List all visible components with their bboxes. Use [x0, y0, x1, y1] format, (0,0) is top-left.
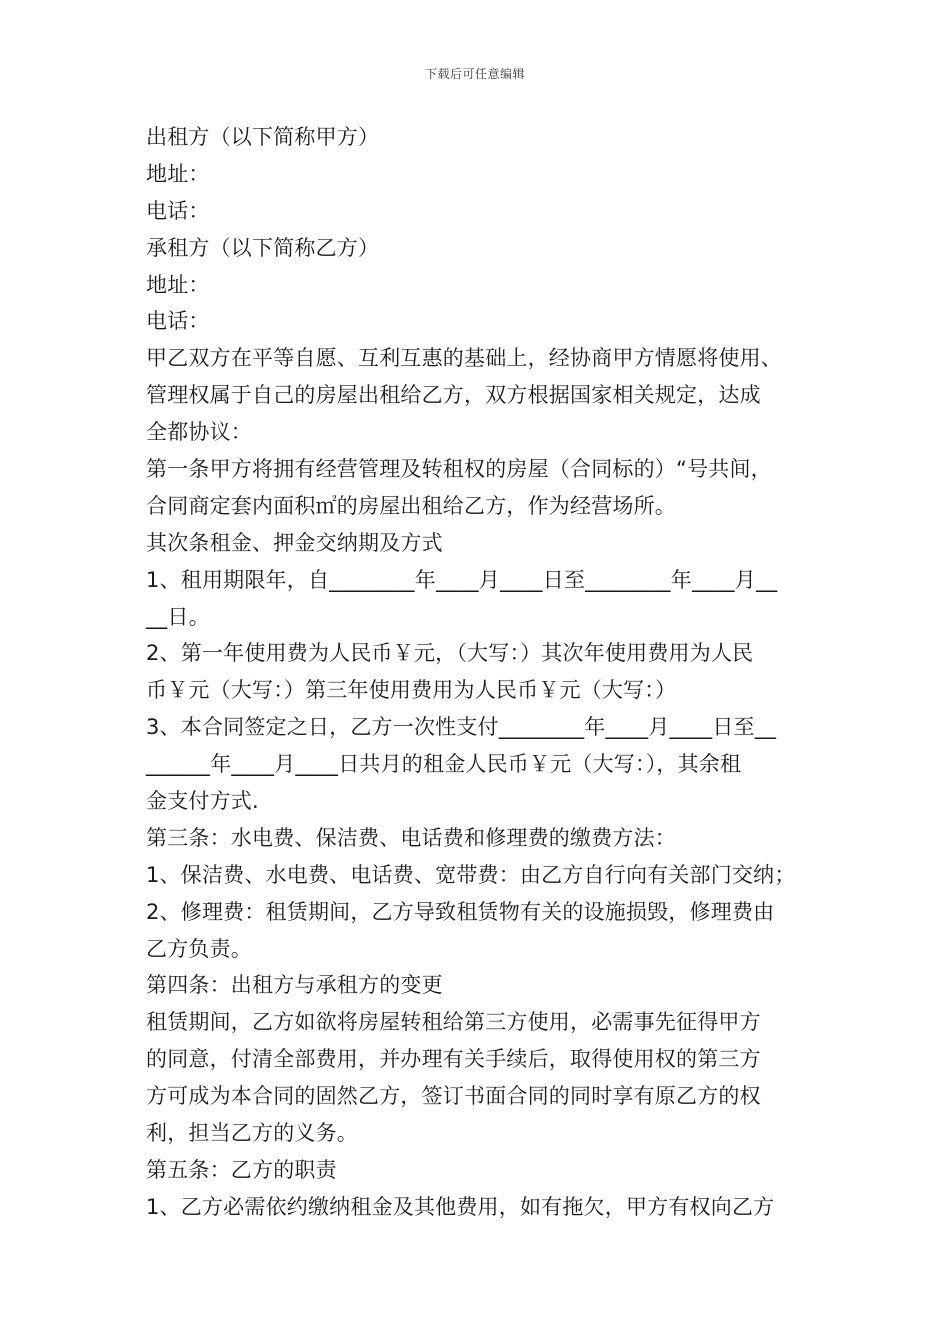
article-2-clause-1: __日。 — [146, 604, 210, 629]
article-2-clause-2: 币￥元（大写：）第三年使用费用为人民币￥元（大写：） — [146, 678, 677, 703]
article-2-clause-3: 3、本合同签定之日，乙方一次性支付________年____月____日至__ — [146, 715, 777, 740]
preamble-line: 管理权属于自己的房屋出租给乙方，双方根据国家相关规定，达成 — [146, 383, 761, 408]
preamble-line: 甲乙双方在平等自愿、互利互惠的基础上，经协商甲方情愿将使用、 — [146, 346, 782, 371]
preamble-line: 全都协议： — [146, 420, 252, 445]
article-4-line: 的同意，付清全部费用，并办理有关手续后，取得使用权的第三方 — [146, 1047, 761, 1072]
article-1-line: 第一条甲方将拥有经营管理及转租权的房屋（合同标的）“号共间， — [146, 457, 772, 482]
contract-body — [146, 119, 818, 1226]
article-4-line: 租赁期间，乙方如欲将房屋转租给第三方使用，必需事先征得甲方 — [146, 1010, 761, 1035]
article-3-clause-1: 1、保洁费、水电费、电话费、宽带费：由乙方自行向有关部门交纳； — [146, 862, 796, 887]
article-4-line: 方可成为本合同的固然乙方，签订书面合同的同时享有原乙方的权 — [146, 1084, 761, 1109]
party-b-address: 地址： — [146, 272, 210, 297]
article-3-clause-2: 乙方负责。 — [146, 936, 252, 961]
article-2-clause-1: 1、租用期限年，自________年____月____日至________年____月__ — [146, 567, 778, 592]
article-4-line: 利，担当乙方的义务。 — [146, 1121, 358, 1146]
article-2-clause-2: 2、第一年使用费为人民币￥元，（大写：）其次年使用费用为人民 — [146, 641, 754, 666]
article-5-clause-1: 1、乙方必需依约缴纳租金及其他费用，如有拖欠，甲方有权向乙方 — [146, 1194, 775, 1219]
article-2-clause-3: 金支付方式. — [146, 789, 259, 814]
article-5-heading: 第五条：乙方的职责 — [146, 1157, 337, 1182]
party-a-heading: 出租方（以下简称甲方） — [146, 125, 380, 149]
page-header-note: 下载后可任意编辑 — [424, 67, 525, 81]
article-3-clause-2: 2、修理费：租赁期间，乙方导致租赁物有关的设施损毁，修理费由 — [146, 899, 775, 924]
article-4-heading: 第四条：出租方与承租方的变更 — [146, 973, 443, 998]
party-a-address: 地址： — [146, 161, 210, 186]
article-2-clause-3: ______年____月____日共月的租金人民币￥元（大写：），其余租 — [146, 752, 742, 777]
party-b-phone: 电话： — [146, 309, 210, 334]
party-b-heading: 承租方（以下简称乙方） — [146, 235, 380, 260]
article-1-line: 合同商定套内面积㎡的房屋出租给乙方，作为经营场所。 — [146, 493, 676, 518]
party-a-phone: 电话： — [146, 198, 210, 223]
article-3-heading: 第三条：水电费、保洁费、电话费和修理费的缴费方法： — [146, 825, 676, 850]
article-2-heading: 其次条租金、押金交纳期及方式 — [146, 530, 443, 555]
